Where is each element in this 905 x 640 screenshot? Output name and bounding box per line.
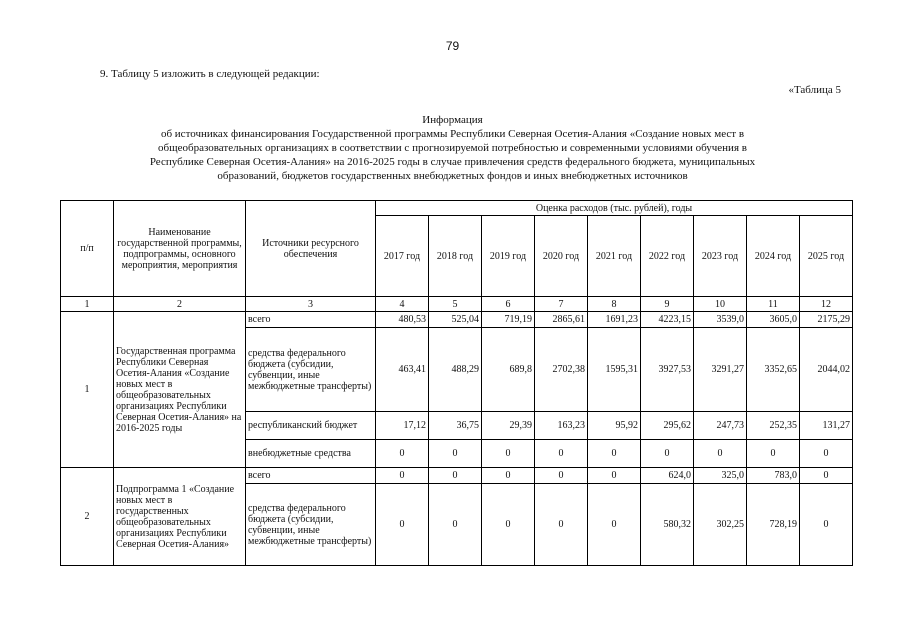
value-cell: 0: [429, 468, 482, 484]
source-label: средства федерального бюджета (субсидии, субвенции, иные межбюджетные трансферты): [246, 484, 376, 566]
header-year: 2021 год: [588, 216, 641, 297]
heading-line: Республике Северная Осетия-Алания» на 2016-2025 годы в случае привлечения средств федерального бюджета, муниципальных: [149, 156, 756, 168]
value-cell: 3927,53: [641, 328, 694, 412]
header-year: 2024 год: [747, 216, 800, 297]
value-cell: 302,25: [694, 484, 747, 566]
header-year: 2023 год: [694, 216, 747, 297]
source-label: средства федерального бюджета (субсидии, субвенции, иные межбюджетные трансферты): [246, 328, 376, 412]
value-cell: 719,19: [482, 312, 535, 328]
value-cell: 728,19: [747, 484, 800, 566]
column-number: 4: [376, 297, 429, 312]
column-number: 2: [114, 297, 246, 312]
heading-line: образований, бюджетов государственных внебюджетных фондов и иных внебюджетных источников: [217, 170, 688, 182]
program-name: Государственная программа Республики Северная Осетия-Алания «Создание новых мест в общеобразовательных организациях Республики Северная Осетия-Алания» на 2016-2025 годы: [114, 312, 246, 468]
header-year: 2020 год: [535, 216, 588, 297]
value-cell: 17,12: [376, 412, 429, 440]
value-cell: 3605,0: [747, 312, 800, 328]
header-year: 2025 год: [800, 216, 853, 297]
value-cell: 2865,61: [535, 312, 588, 328]
value-cell: 0: [376, 440, 429, 468]
source-label: всего: [246, 312, 376, 328]
value-cell: 689,8: [482, 328, 535, 412]
value-cell: 3291,27: [694, 328, 747, 412]
value-cell: 252,35: [747, 412, 800, 440]
header-name: Наименование государственной программы, подпрограммы, основного мероприятия, мероприятия: [114, 201, 246, 297]
column-number: 11: [747, 297, 800, 312]
heading-title: Информация: [422, 114, 483, 126]
value-cell: 0: [535, 468, 588, 484]
value-cell: 0: [429, 440, 482, 468]
source-label: внебюджетные средства: [246, 440, 376, 468]
value-cell: 247,73: [694, 412, 747, 440]
value-cell: 325,0: [694, 468, 747, 484]
column-number: 5: [429, 297, 482, 312]
value-cell: 0: [482, 440, 535, 468]
column-number: 7: [535, 297, 588, 312]
value-cell: 0: [429, 484, 482, 566]
financing-table: [60, 200, 853, 566]
table-row: [61, 312, 853, 328]
column-number: 8: [588, 297, 641, 312]
value-cell: 2175,29: [800, 312, 853, 328]
value-cell: 0: [694, 440, 747, 468]
header-year: 2019 год: [482, 216, 535, 297]
value-cell: 0: [588, 484, 641, 566]
value-cell: 525,04: [429, 312, 482, 328]
value-cell: 1691,23: [588, 312, 641, 328]
table-row: [61, 468, 853, 484]
value-cell: 463,41: [376, 328, 429, 412]
value-cell: 0: [482, 484, 535, 566]
value-cell: 783,0: [747, 468, 800, 484]
heading-line: об источниках финансирования Государственной программы Республики Северная Осетия-Алания «Создание новых мест в: [160, 128, 745, 140]
value-cell: 0: [747, 440, 800, 468]
source-label: всего: [246, 468, 376, 484]
intro-text: 9. Таблицу 5 изложить в следующей редакции:: [100, 68, 320, 80]
row-number: 1: [61, 312, 114, 468]
value-cell: 0: [376, 468, 429, 484]
value-cell: 131,27: [800, 412, 853, 440]
header-year: 2017 год: [376, 216, 429, 297]
value-cell: 2044,02: [800, 328, 853, 412]
value-cell: 4223,15: [641, 312, 694, 328]
value-cell: 580,32: [641, 484, 694, 566]
value-cell: 0: [588, 468, 641, 484]
value-cell: 3539,0: [694, 312, 747, 328]
header-year: 2018 год: [429, 216, 482, 297]
value-cell: 0: [535, 440, 588, 468]
value-cell: 0: [376, 484, 429, 566]
column-number-row: [61, 297, 853, 312]
column-number: 6: [482, 297, 535, 312]
header-num: п/п: [61, 201, 114, 297]
value-cell: 295,62: [641, 412, 694, 440]
subprogram-name: Подпрограмма 1 «Создание новых мест в государственных общеобразовательных организациях Республики Северная Осетия-Алания»: [114, 468, 246, 566]
value-cell: 3352,65: [747, 328, 800, 412]
table-heading: [60, 113, 845, 183]
column-number: 1: [61, 297, 114, 312]
header-estimate: Оценка расходов (тыс. рублей), годы: [376, 201, 853, 216]
column-number: 3: [246, 297, 376, 312]
heading-line: общеобразовательных организациях в соответствии с прогнозируемой потребностью и современными условиями обучения в: [158, 142, 747, 154]
column-number: 12: [800, 297, 853, 312]
value-cell: 0: [535, 484, 588, 566]
table-reference: «Таблица 5: [788, 84, 841, 96]
column-number: 10: [694, 297, 747, 312]
value-cell: 480,53: [376, 312, 429, 328]
value-cell: 0: [800, 440, 853, 468]
value-cell: 0: [641, 440, 694, 468]
value-cell: 0: [800, 484, 853, 566]
row-number: 2: [61, 468, 114, 566]
page-number: 79: [445, 39, 460, 53]
value-cell: 163,23: [535, 412, 588, 440]
value-cell: 36,75: [429, 412, 482, 440]
header-year: 2022 год: [641, 216, 694, 297]
value-cell: 2702,38: [535, 328, 588, 412]
value-cell: 29,39: [482, 412, 535, 440]
source-label: республиканский бюджет: [246, 412, 376, 440]
value-cell: 1595,31: [588, 328, 641, 412]
value-cell: 488,29: [429, 328, 482, 412]
header-source: Источники ресурсного обеспечения: [246, 201, 376, 297]
value-cell: 95,92: [588, 412, 641, 440]
column-number: 9: [641, 297, 694, 312]
value-cell: 0: [482, 468, 535, 484]
value-cell: 0: [588, 440, 641, 468]
value-cell: 0: [800, 468, 853, 484]
value-cell: 624,0: [641, 468, 694, 484]
